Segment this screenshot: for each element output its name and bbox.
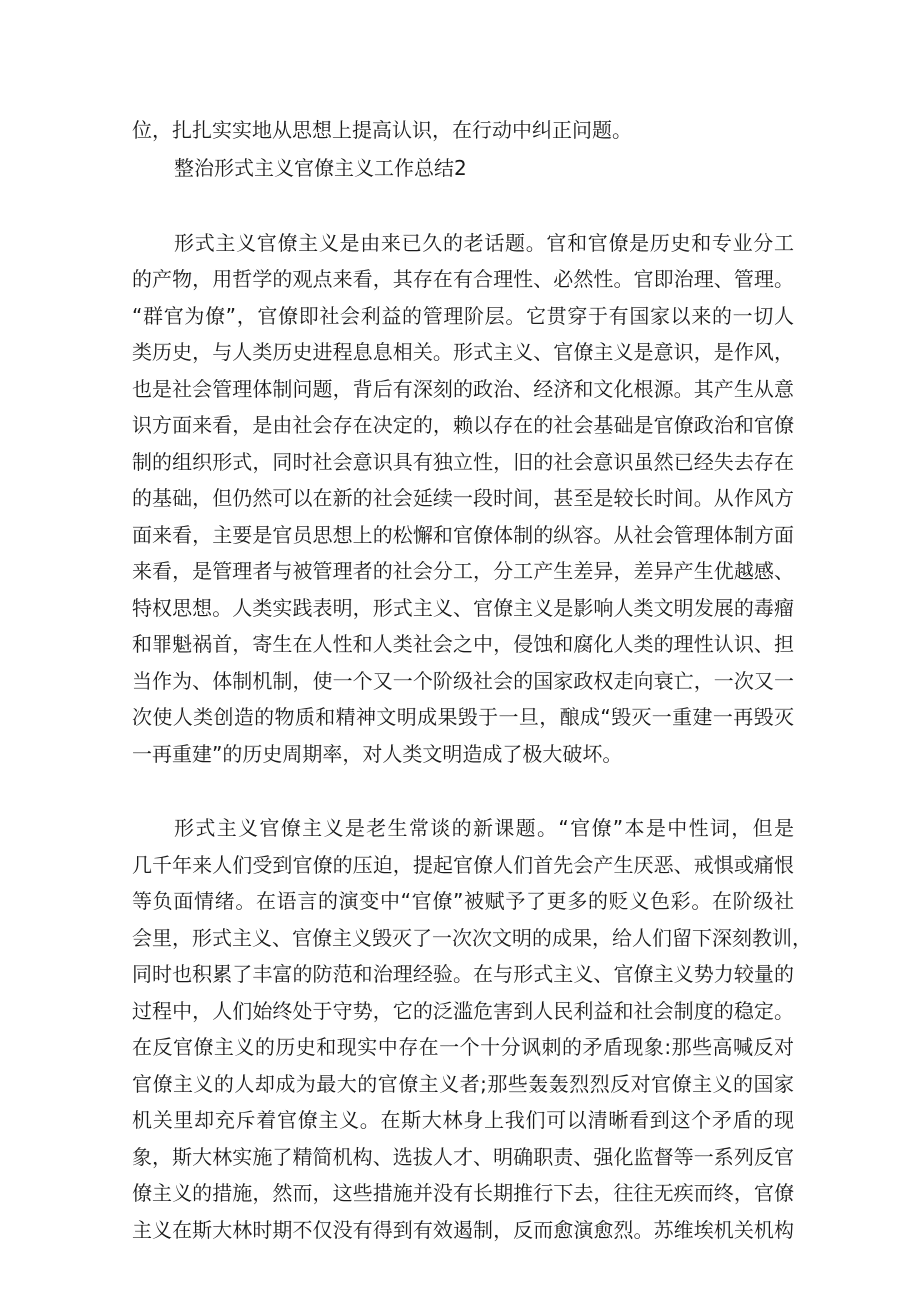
paragraph-gap bbox=[132, 187, 794, 225]
paragraph-gap bbox=[132, 772, 794, 810]
paragraph-line: 的基础，但仍然可以在新的社会延续一段时间，甚至是较长时间。从作风方 bbox=[132, 486, 794, 510]
paragraph-line: 当作为、体制机制，使一个又一个阶级社会的国家政权走向衰亡，一次又一 bbox=[132, 668, 794, 693]
paragraph-line: 形式主义官僚主义是由来已久的老话题。官和官僚是历史和专业分工 bbox=[174, 230, 794, 255]
paragraph-line: 象，斯大林实施了精简机构、选拔人才、明确职责、强化监督等一系列反官 bbox=[132, 1144, 794, 1169]
document-body bbox=[132, 112, 812, 1248]
paragraph-line: 官僚主义的人却成为最大的官僚主义者;那些轰轰烈烈反对官僚主义的国家 bbox=[132, 1071, 794, 1096]
paragraph-line: 制的组织形式，同时社会意识具有独立性，旧的社会意识虽然已经失去存在 bbox=[132, 449, 794, 474]
paragraph-line: 机关里却充斥着官僚主义。在斯大林身上我们可以清晰看到这个矛盾的现 bbox=[132, 1108, 794, 1132]
paragraph-line: 主义在斯大林时期不仅没有得到有效遏制，反而愈演愈烈。苏维埃机关机构 bbox=[132, 1217, 794, 1242]
paragraph-line: 也是社会管理体制问题，背后有深刻的政治、经济和文化根源。其产生从意 bbox=[132, 376, 794, 401]
paragraph-line: 在反官僚主义的历史和现实中存在一个十分讽刺的矛盾现象:那些高喊反对 bbox=[132, 1035, 794, 1059]
paragraph-line: 过程中，人们始终处于守势，它的泛滥危害到人民利益和社会制度的稳定。 bbox=[132, 998, 794, 1023]
paragraph-line: 僚主义的措施，然而，这些措施并没有长期推行下去，往往无疾而终，官僚 bbox=[132, 1181, 794, 1205]
paragraph-line: 来看，是管理者与被管理者的社会分工，分工产生差异，差异产生优越感、 bbox=[132, 559, 794, 583]
paragraph-line: 形式主义官僚主义是老生常谈的新课题。“官僚”本是中性词，但是 bbox=[174, 816, 794, 840]
paragraph-line: 会里，形式主义、官僚主义毁灭了一次次文明的成果，给人们留下深刻教训， bbox=[132, 925, 812, 950]
intro-line: 位，扎扎实实地从思想上提高认识，在行动中纠正问题。 bbox=[132, 118, 632, 142]
paragraph-line: 一再重建”的历史周期率，对人类文明造成了极大破坏。 bbox=[132, 741, 623, 766]
paragraph-line: “群官为僚”，官僚即社会利益的管理阶层。它贯穿于有国家以来的一切人 bbox=[132, 303, 794, 328]
section-title: 整治形式主义官僚主义工作总结2 bbox=[174, 155, 467, 180]
paragraph-line: 等负面情绪。在语言的演变中“官僚”被赋予了更多的贬义色彩。在阶级社 bbox=[132, 889, 794, 913]
paragraph-1 bbox=[132, 225, 794, 773]
paragraph-line: 类历史，与人类历史进程息息相关。形式主义、官僚主义是意识，是作风， bbox=[132, 340, 794, 364]
paragraph-line: 同时也积累了丰富的防范和治理经验。在与形式主义、官僚主义势力较量的 bbox=[132, 962, 794, 986]
paragraph-line: 几千年来人们受到官僚的压迫，提起官僚人们首先会产生厌恶、戒惧或痛恨 bbox=[132, 852, 794, 877]
paragraph-line: 识方面来看，是由社会存在决定的，赖以存在的社会基础是官僚政治和官僚 bbox=[132, 413, 794, 437]
paragraph-line: 特权思想。人类实践表明，形式主义、官僚主义是影响人类文明发展的毒瘤 bbox=[132, 595, 794, 620]
paragraph-line: 次使人类创造的物质和精神文明成果毁于一旦，酿成“毁灭一重建一再毁灭 bbox=[132, 705, 794, 729]
paragraph-line: 的产物，用哲学的观点来看，其存在有合理性、必然性。官即治理、管理。 bbox=[132, 267, 794, 291]
paragraph-line: 面来看，主要是官员思想上的松懈和官僚体制的纵容。从社会管理体制方面 bbox=[132, 522, 794, 547]
paragraph-2 bbox=[132, 810, 812, 1248]
paragraph-line: 和罪魁祸首，寄生在人性和人类社会之中，侵蚀和腐化人类的理性认识、担 bbox=[132, 632, 794, 656]
